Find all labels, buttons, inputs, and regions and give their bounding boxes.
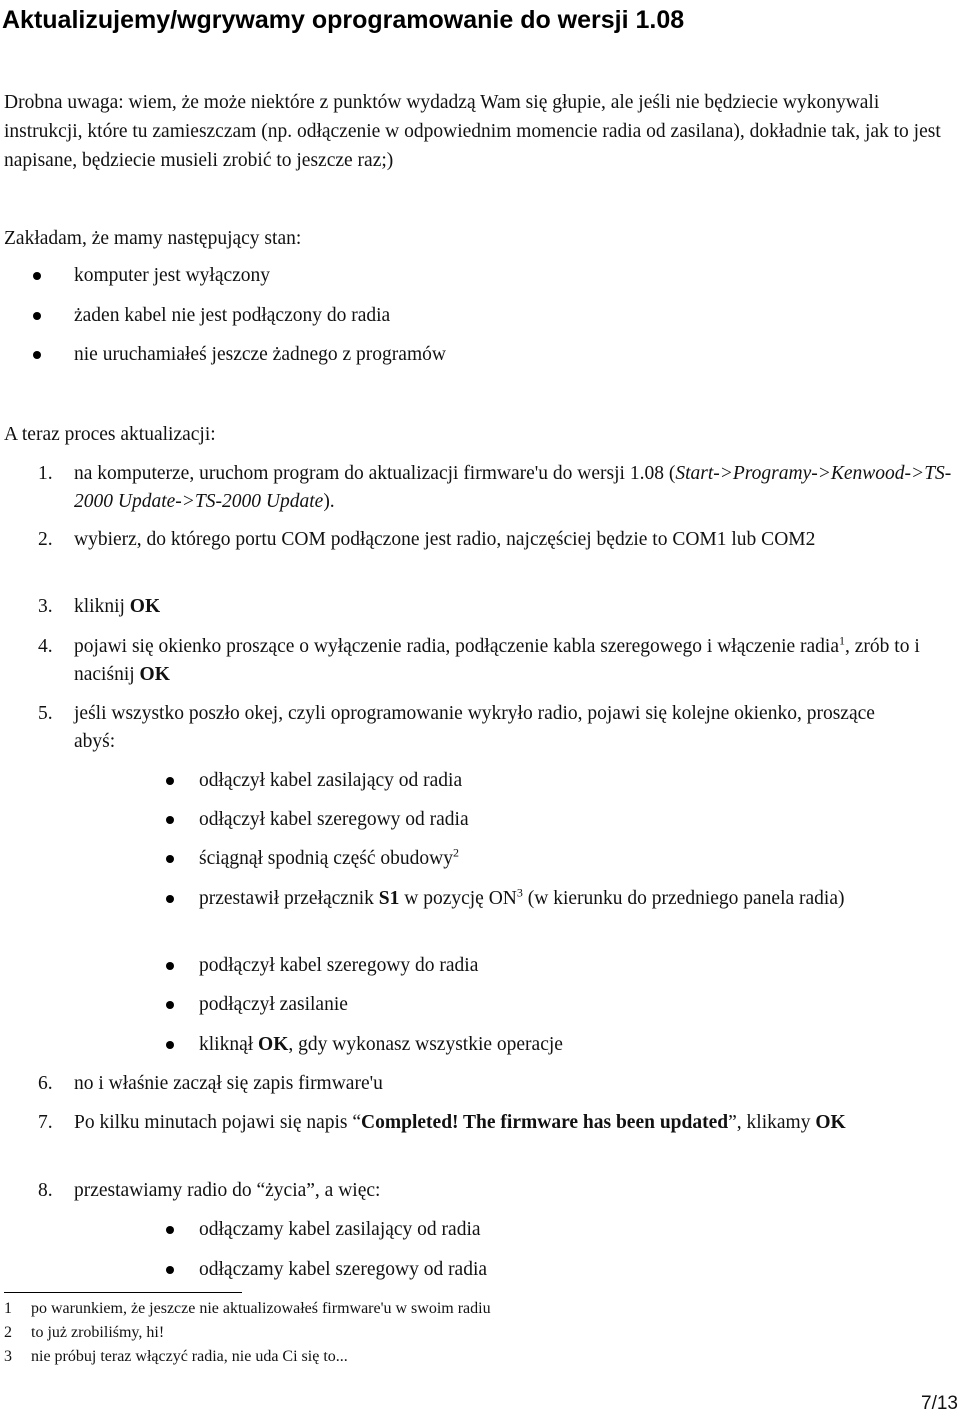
bullet-icon — [166, 895, 174, 903]
bullet-icon — [166, 1041, 174, 1049]
bullet-icon — [33, 351, 41, 359]
footnote-ref: 1 — [839, 633, 846, 648]
state-intro: Zakładam, że mamy następujący stan: — [4, 228, 302, 249]
bullet-icon — [166, 816, 174, 824]
step-3: 3. kliknij OK — [38, 596, 161, 617]
step-1: 1. na komputerze, uruchom program do aktualizacji firmware'u do wersji 1.08 (Start->Programy->Kenwood->TS-2000 Update->TS-2000 Update). — [38, 463, 952, 512]
bullet-icon — [166, 777, 174, 785]
step-4: 4. pojawi się okienko proszące o wyłączenie radia, podłączenie kabla szeregowego i włączenie radia$^1$, zrób to i naciśnij OK — [38, 633, 920, 685]
step-5: 5. jeśli wszystko poszło okej, czyli oprogramowanie wykryło radio, pojawi się kolejne okienko, proszące abyś: — [38, 703, 875, 752]
bullet-icon — [166, 1001, 174, 1009]
bullet-icon — [33, 312, 41, 320]
step-8: 8. przestawiamy radio do “życia”, a więc: — [38, 1180, 381, 1201]
page-number: 7/13 — [921, 1393, 958, 1414]
bullet-icon — [166, 1266, 174, 1274]
bullet-icon — [166, 1226, 174, 1234]
bullet-icon — [33, 272, 41, 280]
bullet-icon — [166, 962, 174, 970]
sub-item: przestawił przełącznik S1 w pozycję $ON^3$ (w kierunku do przedniego panela radia) — [166, 885, 956, 943]
program-path: Start->Programy->Kenwood->TS-2000 Update->TS-2000 Update — [74, 463, 952, 512]
step-6: 6. no i właśnie zaczął się zapis firmware'u — [38, 1073, 383, 1094]
intro-paragraph: Drobna uwaga: wiem, że może niektóre z punktów wydadzą Wam się głupie, ale jeśli nie będziecie wykonywali instrukcji, które tu zamieszczam (np. odłączenie w odpowiednim momencie radia od zasilana), dokładnie tak, jak to jest napisane, będziecie musieli zrobić to jeszcze raz;) — [4, 92, 941, 171]
step-7: 7. Po kilku minutach pojawi się napis “Completed! The firmware has been updated”, klikamy OK — [38, 1112, 846, 1133]
footnote-ref: 2 — [452, 845, 459, 860]
step-2: 2. wybierz, do którego portu COM podłączone jest radio, najczęściej będzie to COM1 lub COM2 — [38, 529, 816, 550]
bullet-icon — [166, 855, 174, 863]
footnote-ref: 3 — [516, 885, 523, 900]
page-title: Aktualizujemy/wgrywamy oprogramowanie do wersji 1.08 — [2, 6, 685, 34]
footnote-separator — [4, 1292, 242, 1293]
process-intro: A teraz proces aktualizacji: — [4, 424, 216, 445]
